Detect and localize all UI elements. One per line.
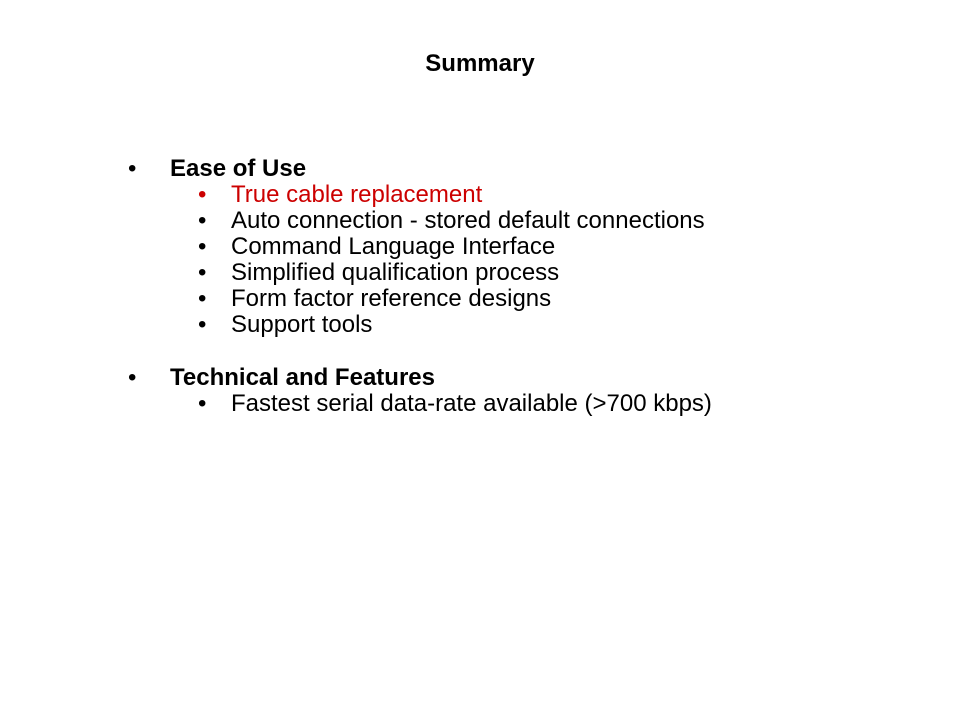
sub-bullet-text: True cable replacement	[231, 181, 483, 208]
bullet-glyph: •	[198, 181, 207, 208]
bullet-glyph: •	[198, 233, 207, 260]
sub-bullet-item	[128, 286, 908, 312]
sub-bullet-list	[128, 391, 908, 417]
sub-bullet-text: Command Language Interface	[231, 233, 556, 260]
section-ease-of-use	[128, 155, 908, 338]
sub-bullet-list	[128, 182, 908, 338]
slide-title: Summary	[425, 50, 535, 77]
sub-bullet-text: Form factor reference designs	[231, 285, 552, 312]
sub-bullet-text: Support tools	[231, 311, 373, 338]
bullet-glyph: •	[198, 285, 207, 312]
section-heading	[128, 364, 908, 391]
bullet-glyph: •	[198, 311, 207, 338]
section-heading-text: Technical and Features	[170, 364, 435, 391]
bullet-glyph: •	[198, 259, 207, 286]
section-heading-text: Ease of Use	[170, 155, 307, 182]
sub-bullet-item	[128, 208, 908, 234]
sub-bullet-item	[128, 182, 908, 208]
bullet-glyph: •	[128, 364, 137, 391]
bullet-glyph: •	[198, 390, 207, 417]
sub-bullet-text: Auto connection - stored default connections	[231, 207, 705, 234]
bullet-glyph: •	[198, 207, 207, 234]
sub-bullet-text: Fastest serial data-rate available (>700 kbps)	[231, 390, 712, 417]
sub-bullet-text: Simplified qualification process	[231, 259, 560, 286]
section-heading	[128, 155, 908, 182]
sub-bullet-item	[128, 260, 908, 286]
bullet-content	[128, 155, 908, 443]
sub-bullet-item	[128, 234, 908, 260]
bullet-glyph: •	[128, 155, 137, 182]
sub-bullet-item	[128, 391, 908, 417]
section-technical-and-features	[128, 364, 908, 417]
sub-bullet-item	[128, 312, 908, 338]
